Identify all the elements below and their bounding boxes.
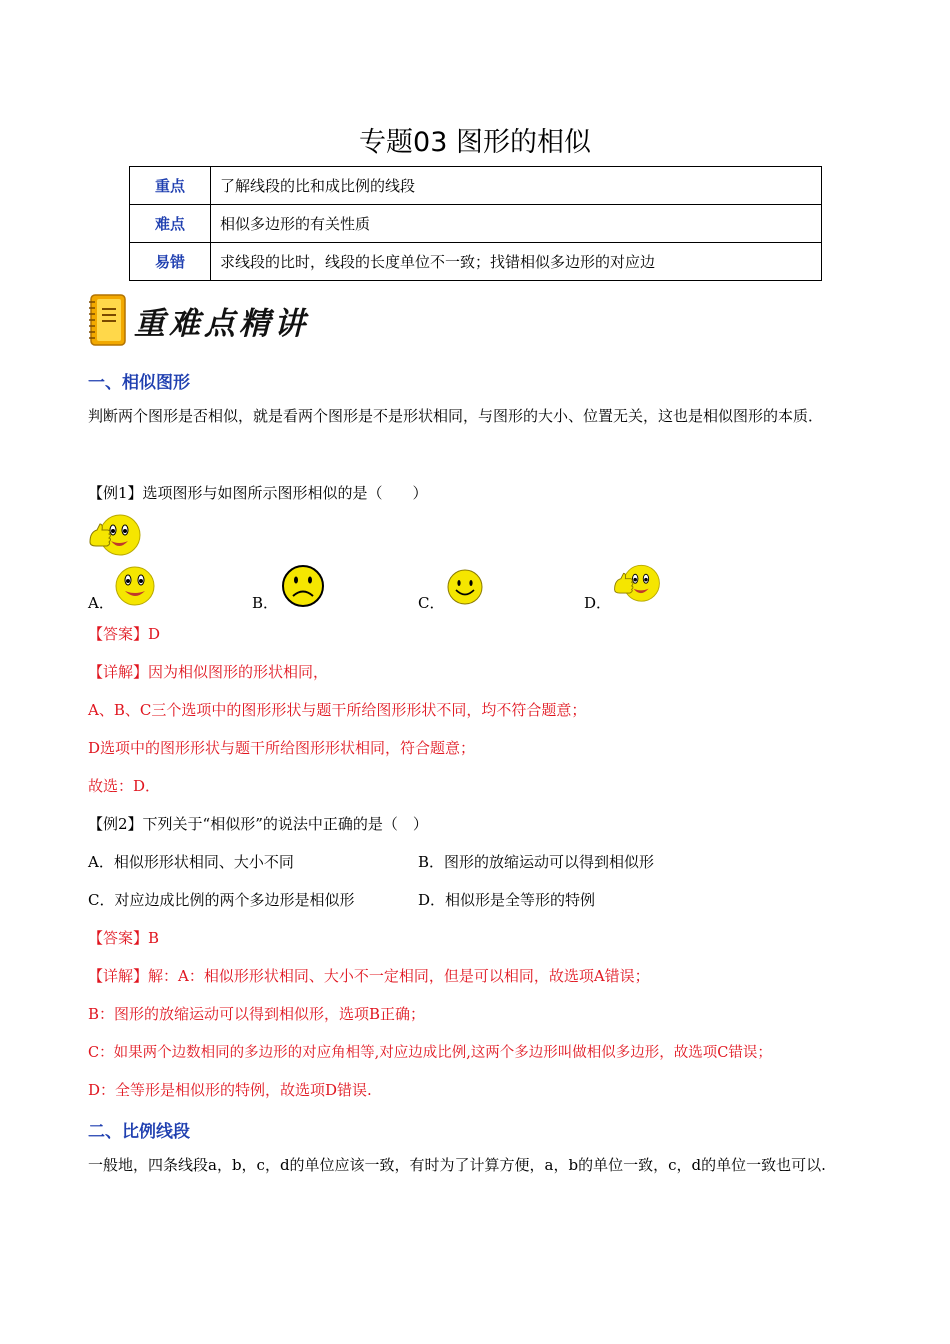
detail-line: A、B、C三个选项中的图形形状与题干所给图形形状不同，均不符合题意； <box>88 701 587 719</box>
table-row <box>130 243 822 281</box>
example-1-answer <box>88 623 160 644</box>
option-d: D．相似形是全等形的特例 <box>418 891 596 909</box>
example-text: 下列关于“相似形”的说法中正确的是（ ） <box>142 815 428 833</box>
frown-icon <box>280 563 326 609</box>
section-intro: 判断两个图形是否相似，就是看两个图形是不是形状相同，与图形的大小、位置无关，这也是相似图形的本质． <box>88 407 824 425</box>
detail-line: D：全等形是相似形的特例，故选项D错误. <box>88 1081 372 1099</box>
section-heading: 二、比例线段 <box>88 1122 190 1142</box>
option-c: C．对应边成比例的两个多边形是相似形 <box>88 891 355 909</box>
banner-title: 重难点精讲 <box>134 306 309 342</box>
table-row <box>130 205 822 243</box>
option-c: C． <box>418 594 445 612</box>
key-label: 难点 <box>130 205 211 243</box>
example-2-answer <box>88 927 159 948</box>
example-2-question <box>88 813 428 834</box>
key-value: 求线段的比时，线段的长度单位不一致；找错相似多边形的对应边 <box>211 243 822 281</box>
option-a: A．相似形形状相同、大小不同 <box>88 853 294 871</box>
option-d: D． <box>584 594 612 612</box>
example-label: 【例2】 <box>88 815 143 833</box>
detail-label: 【详解】 <box>88 663 149 681</box>
example-label: 【例1】 <box>88 484 143 502</box>
detail-line: C：如果两个边数相同的多边形的对应角相等,对应边成比例,这两个多边形叫做相似多边形，故选项C错误； <box>88 1045 772 1061</box>
option-a: A． <box>88 594 114 612</box>
detail-line: 解：A：相似形形状相同、大小不一定相同，但是可以相同，故选项A错误； <box>148 967 650 985</box>
key-value: 了解线段的比和成比例的线段 <box>211 167 822 205</box>
key-value: 相似多边形的有关性质 <box>211 205 822 243</box>
answer-value: D <box>148 625 161 643</box>
example-2-detail <box>88 965 650 986</box>
key-label: 易错 <box>130 243 211 281</box>
smiley-icon <box>444 568 486 606</box>
answer-label: 【答案】 <box>88 625 149 643</box>
smiley-thumbs-up-icon <box>86 514 144 560</box>
detail-line: B：图形的放缩运动可以得到相似形，选项B正确； <box>88 1005 426 1023</box>
table-row <box>130 167 822 205</box>
detail-label: 【详解】 <box>88 967 149 985</box>
answer-label: 【答案】 <box>88 929 149 947</box>
key-label: 重点 <box>130 167 211 205</box>
detail-line: D选项中的图形形状与题干所给图形形状相同，符合题意； <box>88 739 476 757</box>
option-b: B．图形的放缩运动可以得到相似形 <box>418 853 655 871</box>
detail-line: 因为相似图形的形状相同， <box>148 663 329 681</box>
example-1-question <box>88 482 428 503</box>
option-b: B． <box>252 594 279 612</box>
detail-line: 故选：D． <box>88 777 161 795</box>
smiley-thumbs-up-icon <box>611 563 663 607</box>
notebook-icon <box>88 294 128 346</box>
answer-value: B <box>148 929 160 947</box>
section-heading: 一、相似图形 <box>88 373 190 393</box>
key-points-table <box>129 166 822 281</box>
section-intro: 一般地，四条线段a，b，c，d的单位应该一致，有时为了计算方便，a，b的单位一致，c，d的单位一致也可以. <box>88 1156 826 1174</box>
example-text: 选项图形与如图所示图形相似的是（ ） <box>142 484 428 502</box>
smiley-icon <box>114 565 156 607</box>
example-1-detail <box>88 661 328 682</box>
page-title: 专题03 图形的相似 <box>359 127 591 158</box>
